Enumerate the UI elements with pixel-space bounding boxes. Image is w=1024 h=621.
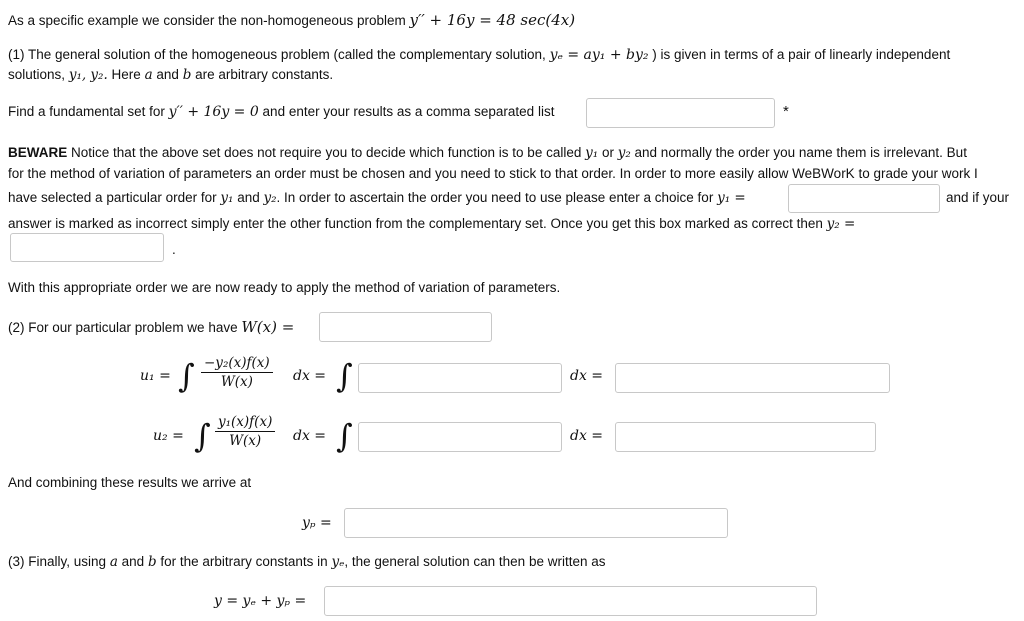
general-solution-label: y = yₑ + yₚ = — [214, 593, 307, 609]
beware-l4-text: answer is marked as incorrect simply enter the other function from the complementary set. Once you get this box marked as correct then — [8, 216, 823, 231]
u1-numerator: −y₂(x)f(x) — [201, 355, 273, 373]
intro-text: As a specific example we consider the non-homogeneous problem — [8, 13, 406, 28]
beware-l3-and: and — [237, 190, 260, 205]
u1-denominator: W(x) — [220, 374, 253, 390]
beware-heading: BEWARE — [8, 145, 68, 160]
u2-denominator: W(x) — [229, 433, 262, 449]
approach-text: With this appropriate order we are now ready to apply the method of variation of parameters. — [8, 280, 561, 295]
general-solution-input[interactable] — [325, 587, 816, 615]
fundamental-text-b: and enter your results as a comma separated list — [262, 104, 555, 119]
wronskian-box[interactable] — [319, 312, 492, 342]
part1-line1 — [8, 47, 950, 63]
part1-constants-text: are arbitrary constants. — [195, 67, 334, 82]
beware-y2: y₂ — [617, 145, 631, 161]
part3-text-c: , the general solution can then be written as — [344, 554, 606, 569]
u2-numerator: y₁(x)f(x) — [215, 414, 275, 432]
beware-line4 — [8, 216, 855, 232]
u1-label: u₁ = — [140, 368, 171, 384]
u2-fraction — [215, 414, 275, 449]
yp-box[interactable] — [344, 508, 728, 538]
required-asterisk: * — [783, 103, 789, 120]
fundamental-set-input[interactable] — [587, 99, 774, 127]
u1-dx-label-2: dx = — [570, 368, 604, 384]
y2-period: . — [172, 242, 176, 257]
y2-input[interactable] — [11, 234, 163, 261]
beware-l3-text-c: and if your — [946, 190, 1010, 205]
beware-line2: for the method of variation of parameters an order must be chosen and you need to stick to that order. In order to more easily allow WeBWorK to grade your work I — [8, 166, 978, 181]
intro-line — [8, 11, 575, 29]
part2-label: (2) For our particular problem we have — [8, 320, 238, 335]
beware-l3-y1: y₁ — [220, 190, 234, 206]
intro-equation: y′′ + 16y = 48 sec(4x) — [409, 11, 576, 29]
part3-and: and — [121, 554, 145, 569]
u1-dx-label: dx = — [293, 368, 327, 384]
u1-integral-sign: ∫ — [178, 357, 195, 395]
wronskian-input[interactable] — [320, 313, 491, 341]
part1-text-b: ) is given in terms of a pair of linearly independent — [652, 47, 951, 62]
u1-integral-sign-2: ∫ — [336, 357, 353, 395]
yp-label: yₚ = — [302, 515, 332, 531]
u1-result-input[interactable] — [616, 364, 889, 392]
y2-box[interactable] — [10, 233, 164, 262]
solutions-symbols: y₁, y₂. — [68, 67, 108, 83]
part3-text-a: (3) Finally, using — [8, 554, 107, 569]
fundamental-text-a: Find a fundamental set for — [8, 104, 165, 119]
u2-integrand-box[interactable] — [358, 422, 562, 452]
homogeneous-equation: y′′ + 16y = 0 — [168, 104, 259, 120]
var-a: a — [144, 67, 153, 83]
beware-line1 — [8, 145, 967, 161]
beware-text-a: Notice that the above set does not require you to decide which function is to be called — [71, 145, 582, 160]
y1-box[interactable] — [788, 184, 940, 213]
beware-or: or — [601, 145, 614, 160]
u1-integrand-input[interactable] — [359, 364, 561, 392]
u1-result-box[interactable] — [615, 363, 890, 393]
wronskian-line — [8, 318, 294, 336]
u2-dx-label-2: dx = — [570, 428, 604, 444]
y1-input[interactable] — [789, 185, 939, 212]
part1-solutions-label: solutions, — [8, 67, 66, 82]
fundamental-set-box[interactable] — [586, 98, 775, 128]
u2-label: u₂ = — [153, 428, 184, 444]
beware-text-b: and normally the order you name them is irrelevant. But — [634, 145, 967, 160]
beware-l3-text-b: . In order to ascertain the order you need to use please enter a choice for — [276, 190, 714, 205]
u2-dx-label: dx = — [293, 428, 327, 444]
u2-integral-sign-2: ∫ — [336, 417, 353, 455]
part3-line — [8, 554, 605, 570]
yp-input[interactable] — [345, 509, 727, 537]
u1-integrand-box[interactable] — [358, 363, 562, 393]
part3-text-b: for the arbitrary constants in — [160, 554, 328, 569]
u2-result-box[interactable] — [615, 422, 876, 452]
wronskian-label: W(x) = — [241, 318, 295, 336]
u2-integral-sign: ∫ — [194, 417, 211, 455]
combining-text: And combining these results we arrive at — [8, 475, 252, 490]
part1-text-a: (1) The general solution of the homogeneous problem (called the complementary solution, — [8, 47, 546, 62]
complementary-equation: yₑ = ay₁ + by₂ — [549, 47, 649, 63]
part3-var-b: b — [147, 554, 157, 570]
beware-y1: y₁ — [585, 145, 599, 161]
var-b: b — [182, 67, 192, 83]
part1-and: and — [156, 67, 179, 82]
beware-l3-text-a: have selected a particular order for — [8, 190, 217, 205]
beware-l3-y2: y₂ — [263, 190, 277, 206]
part1-here: Here — [111, 67, 141, 82]
u2-result-input[interactable] — [616, 423, 875, 451]
part3-var-a: a — [109, 554, 118, 570]
part1-line2 — [8, 67, 333, 83]
fundamental-set-label — [8, 104, 554, 120]
y2-equals-label: y₂ = — [826, 216, 856, 232]
u1-fraction — [201, 355, 273, 390]
u2-integrand-input[interactable] — [359, 423, 561, 451]
beware-line3 — [8, 190, 746, 206]
y1-equals-label: y₁ = — [717, 190, 746, 206]
general-solution-box[interactable] — [324, 586, 817, 616]
part3-yc: yₑ — [331, 554, 345, 570]
